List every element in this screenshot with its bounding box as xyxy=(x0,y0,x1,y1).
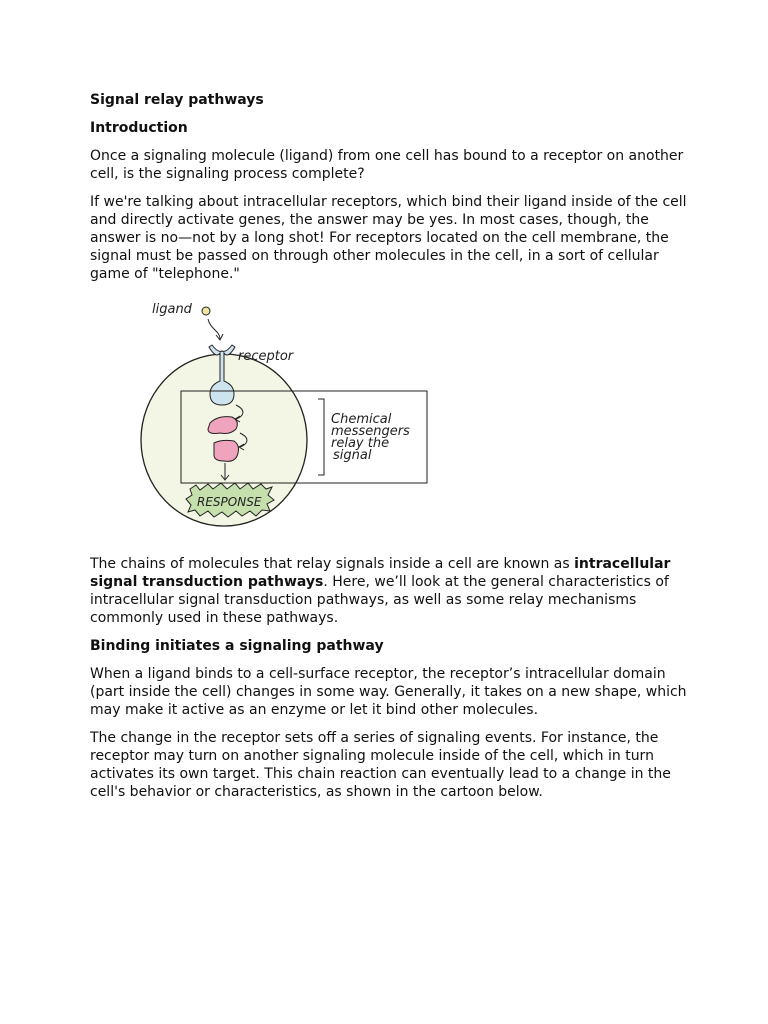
intro-heading: Introduction xyxy=(90,120,188,136)
ligand-label: ligand xyxy=(152,302,192,317)
ligand-icon xyxy=(202,307,210,315)
response-label: RESPONSE xyxy=(197,495,262,509)
binding-paragraph-2: The change in the receptor sets off a series of signaling events. For instance, the receptor may turn on another signaling molecule inside of the cell, which in turn activates its own target. This chain reaction can eventually lead to a change in the cell's behavior or characteristics, as shown in the cartoon below. xyxy=(90,730,671,800)
binding-paragraph-1: When a ligand binds to a cell-surface receptor, the receptor’s intracellular domain (part inside the cell) changes in some way. Generally, it takes on a new shape, which may make it active as an enzyme or let it bind other molecules. xyxy=(90,666,687,718)
ligand-arrow xyxy=(208,319,220,339)
messengers-label-line-4: signal xyxy=(333,448,372,463)
bracket xyxy=(318,399,324,475)
intro-paragraph-2: If we're talking about intracellular receptors, which bind their ligand inside of the cell and directly activate genes, the answer may be yes. In most cases, though, the answer is no—not by a long shot! For receptors located on the cell membrane, the signal must be passed on through other molecules in the cell, in a sort of cellular game of "telephone." xyxy=(90,194,687,282)
messengers-label-line-1: Chemical xyxy=(331,412,392,427)
intro-paragraph-1: Once a signaling molecule (ligand) from one cell has bound to a receptor on another cell, is the signaling process complete? xyxy=(90,148,684,182)
messengers-label-line-3: relay the xyxy=(331,436,390,451)
chains-paragraph xyxy=(90,555,690,627)
binding-heading: Binding initiates a signaling pathway xyxy=(90,638,384,654)
page-title: Signal relay pathways xyxy=(90,92,264,108)
signal-relay-diagram xyxy=(90,293,690,543)
document-body xyxy=(90,91,690,811)
receptor-label: receptor xyxy=(238,349,294,364)
chains-text-bold: intracellular signal transduction pathways xyxy=(90,556,671,590)
messenger-2-icon xyxy=(214,440,239,461)
chains-text-before: The chains of molecules that relay signals inside a cell are known as xyxy=(90,556,575,572)
chains-text-after: . Here, we’ll look at the general characteristics of intracellular signal transduction pathways, as well as some relay mechanisms commonly used in these pathways. xyxy=(90,574,669,626)
messengers-label-line-2: messengers xyxy=(331,424,410,439)
